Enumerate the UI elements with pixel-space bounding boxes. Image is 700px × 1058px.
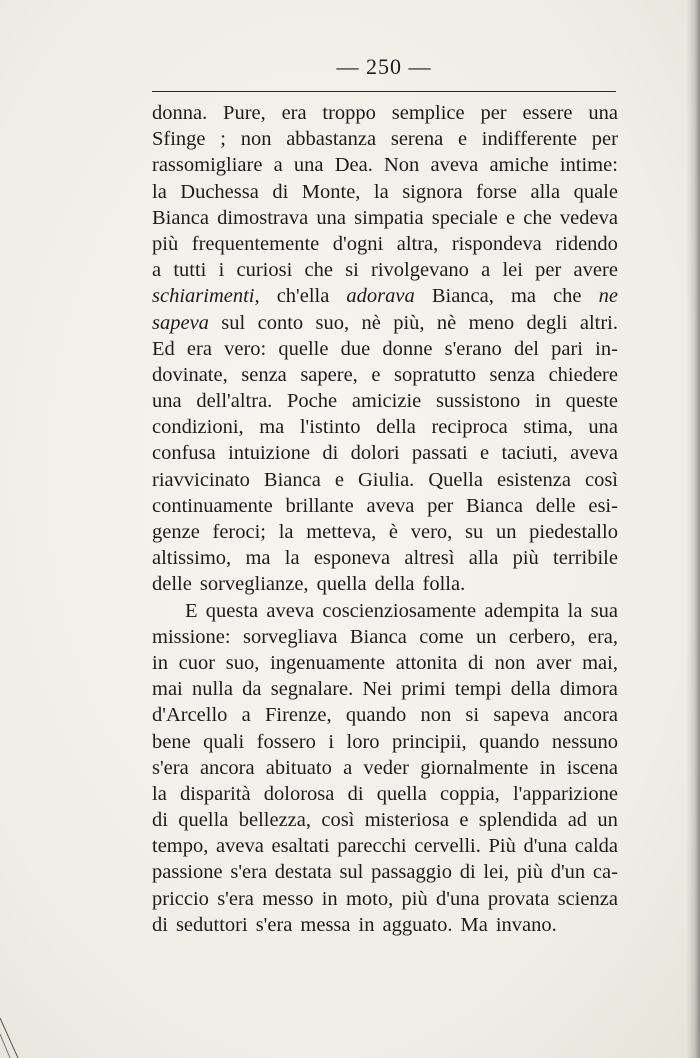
word: la <box>152 782 167 805</box>
word: d'ogni <box>332 232 384 255</box>
word: Nei <box>362 678 393 701</box>
word: conto <box>257 311 304 334</box>
text-line <box>152 257 618 283</box>
word: Ma <box>460 913 488 936</box>
word: in <box>321 887 338 910</box>
word: s'era <box>230 861 268 884</box>
word: sopratutto <box>393 363 476 386</box>
word: sorveglianze, <box>199 573 309 596</box>
word: rispondeva <box>451 232 542 255</box>
word: suo, <box>225 651 260 674</box>
word: E <box>185 599 198 622</box>
word: ingenuamente <box>270 651 386 674</box>
word: come <box>419 625 464 648</box>
word: primi <box>401 678 446 701</box>
word: seduttori <box>175 913 248 936</box>
word: attonita <box>395 651 458 674</box>
word: una <box>588 416 618 439</box>
word: sua <box>590 599 618 622</box>
word: vero, <box>410 521 453 543</box>
word: condizioni, <box>152 416 244 439</box>
word: alla <box>530 180 561 203</box>
text-line <box>152 676 618 702</box>
word: messo <box>262 887 314 910</box>
text-line <box>152 467 618 493</box>
word: frequentemente <box>191 232 320 255</box>
word: feroci; <box>212 521 266 543</box>
word: provata <box>487 887 550 910</box>
text-line <box>152 859 618 885</box>
text-line <box>152 545 618 571</box>
word: questa <box>205 599 259 622</box>
word: genze <box>152 521 200 543</box>
word: Duchessa <box>180 180 259 203</box>
word: Più <box>488 835 516 858</box>
word: nè <box>436 311 457 334</box>
word: si <box>465 704 480 727</box>
text-line <box>152 310 618 336</box>
text-line <box>152 440 618 466</box>
word: da <box>242 678 262 701</box>
word: a <box>481 259 491 282</box>
word: più <box>512 547 539 570</box>
word: era <box>281 102 307 124</box>
word: una <box>293 154 324 177</box>
word: Bianca <box>349 625 407 648</box>
text-line <box>152 781 618 807</box>
word: ad <box>567 809 588 832</box>
word: della <box>376 416 416 439</box>
word: segnalare. <box>270 678 354 701</box>
word: non <box>420 704 452 727</box>
text-line <box>152 126 618 152</box>
word: una <box>152 390 182 413</box>
word: sul <box>221 311 246 334</box>
word: esaltati <box>271 835 330 858</box>
word: s'erano <box>444 337 502 360</box>
word: coppia, <box>439 782 500 805</box>
text-line <box>152 179 618 205</box>
word: Monte, <box>301 180 361 203</box>
word: Bianca, <box>431 285 494 308</box>
word: ancora <box>199 756 255 779</box>
word: cerbero, <box>508 625 576 648</box>
word: invano. <box>495 913 557 936</box>
word: la <box>284 547 300 570</box>
word: troppo <box>322 102 376 124</box>
text-line <box>152 283 618 309</box>
word: esistenza <box>496 468 571 491</box>
word: d'un <box>550 861 586 884</box>
word: meno <box>468 311 515 334</box>
word: l'apparizione <box>512 782 618 805</box>
word: scienza <box>557 887 618 910</box>
word: metteva, <box>306 521 377 543</box>
word: alla <box>468 547 499 570</box>
word: l'istinto <box>299 416 361 439</box>
text-line <box>152 624 618 650</box>
word: abituato <box>265 756 332 779</box>
word: più <box>152 232 179 255</box>
word: speciale <box>431 206 498 229</box>
word: moto, <box>345 887 394 910</box>
word: in <box>152 651 168 674</box>
word: donna. <box>152 102 208 124</box>
word: dimostrava <box>217 206 309 229</box>
word: Sfinge <box>152 128 206 151</box>
word: che <box>304 259 333 282</box>
word: lei, <box>483 861 510 884</box>
text-line <box>152 362 618 388</box>
word: fossero <box>256 730 316 753</box>
word: giornalmente <box>420 756 529 779</box>
word: signora <box>402 180 463 203</box>
word: più <box>516 861 543 884</box>
word: iscena <box>566 756 618 779</box>
text-line <box>152 100 618 126</box>
word: passione <box>152 861 223 884</box>
word: tutti <box>173 259 207 282</box>
text-line <box>152 729 618 755</box>
word: misteriosa <box>364 809 449 832</box>
word: quale <box>573 180 618 203</box>
word: chiedere <box>548 363 618 386</box>
word: di <box>152 809 168 832</box>
word: cervelli. <box>414 835 481 858</box>
word: missione: <box>152 625 231 648</box>
word: aveva <box>570 442 618 465</box>
word: mai, <box>582 651 618 674</box>
word: quella <box>316 573 367 596</box>
word: di <box>152 913 168 936</box>
word: amiche <box>489 154 549 177</box>
word: avere <box>573 259 618 282</box>
word: altri. <box>579 311 618 334</box>
word: messa <box>300 913 351 936</box>
word: folla. <box>422 573 466 596</box>
word: Ed <box>152 337 175 360</box>
word: un <box>495 521 517 543</box>
word: quali <box>203 730 245 753</box>
word: confusa <box>152 442 216 465</box>
word: Pure, <box>223 102 266 124</box>
word: altresì <box>404 547 455 570</box>
text-line <box>152 650 618 676</box>
word: parecchi <box>337 835 407 858</box>
word: la <box>278 521 294 543</box>
word: rassomigliare <box>152 154 263 177</box>
word: disparità <box>179 782 251 805</box>
word: e <box>480 442 490 465</box>
word: in- <box>595 337 618 360</box>
word: sapere, <box>300 363 358 386</box>
word: curiosi <box>236 259 293 282</box>
text-line <box>152 886 618 912</box>
word: senza <box>489 363 536 386</box>
word: un <box>597 809 618 832</box>
word: vero: <box>224 337 267 360</box>
word: più, <box>393 311 425 334</box>
word: e <box>505 206 516 229</box>
text-line <box>152 493 618 519</box>
word: a <box>343 756 353 779</box>
text-line <box>152 205 618 231</box>
word: serena <box>390 128 444 151</box>
word: degli <box>526 311 568 334</box>
word: i <box>218 259 225 282</box>
word: schiarimenti, <box>152 285 260 308</box>
word: un <box>475 625 497 648</box>
word: era <box>186 337 212 360</box>
text-line <box>152 152 618 178</box>
word: dolori <box>350 442 400 465</box>
word: una <box>316 206 346 229</box>
word: altissimo, <box>152 547 232 570</box>
word: a <box>241 704 251 727</box>
word: per <box>427 494 454 517</box>
word: intuizione <box>228 442 311 465</box>
word: s'era <box>217 887 254 910</box>
word: del <box>513 337 539 360</box>
word: dimora <box>559 678 618 701</box>
word: aveva <box>216 835 264 858</box>
word: la <box>152 180 167 203</box>
word: per <box>480 102 507 124</box>
word: amicizie <box>351 390 422 413</box>
word: così <box>321 809 355 832</box>
word: adempita <box>484 599 560 622</box>
word: quando <box>479 730 540 753</box>
word: essere <box>522 102 573 124</box>
word: e <box>334 468 344 491</box>
word: abbastanza <box>286 128 377 151</box>
word: esi- <box>588 494 618 517</box>
header-rule <box>152 91 616 92</box>
word: splendida <box>478 809 558 832</box>
word: di <box>467 651 484 674</box>
word: principii, <box>392 730 467 753</box>
text-line <box>152 598 618 624</box>
word: pari <box>551 337 583 360</box>
word: di <box>347 782 364 805</box>
word: sussistono <box>435 390 521 413</box>
word: forse <box>476 180 518 203</box>
word: queste <box>565 390 618 413</box>
word: i <box>328 730 335 753</box>
word: semplice <box>391 102 465 124</box>
word: s'era <box>255 913 293 936</box>
word: così <box>584 468 618 491</box>
word: loro <box>346 730 380 753</box>
word: altra, <box>396 232 439 255</box>
page-edge-shadow <box>686 0 700 1058</box>
word: sapeva <box>152 311 209 334</box>
word: Dea. <box>334 154 373 177</box>
word: lei <box>502 259 523 282</box>
word: d'una <box>523 835 568 858</box>
word: della <box>374 573 415 596</box>
page-number: — 250 — <box>336 54 432 79</box>
word: brillante <box>285 494 354 517</box>
word: adorava <box>346 285 415 308</box>
word: e <box>371 363 381 386</box>
word: di <box>272 180 289 203</box>
word: Bianca <box>152 206 209 229</box>
word: Firenze, <box>265 704 332 727</box>
word: cuor <box>178 651 216 674</box>
word: intime: <box>559 154 618 177</box>
corner-crease <box>0 998 40 1058</box>
word: piedestallo <box>529 521 618 543</box>
word: ne <box>598 285 618 308</box>
word: sul <box>339 861 364 884</box>
word: si <box>345 259 359 282</box>
word: sorvegliava <box>242 625 338 648</box>
word: indifferente <box>481 128 578 151</box>
word: senza <box>241 363 287 386</box>
word: ma <box>245 547 271 570</box>
word: ma <box>259 416 285 439</box>
text-line <box>152 912 618 938</box>
word: dolorosa <box>263 782 335 805</box>
word: calda <box>574 835 618 858</box>
word: agguato. <box>382 913 453 936</box>
word: la <box>567 599 583 622</box>
word: per <box>535 259 562 282</box>
word: non <box>240 128 272 151</box>
word: terribile <box>553 547 618 570</box>
word: d'una <box>436 887 480 910</box>
word: vedeva <box>559 206 618 229</box>
word: e <box>459 809 469 832</box>
word: mai <box>152 678 183 701</box>
word: la <box>373 180 389 203</box>
text-line <box>152 702 618 728</box>
word: Non <box>384 154 420 177</box>
word: più <box>401 887 428 910</box>
word: reciproca <box>431 416 508 439</box>
word: priccio <box>152 887 209 910</box>
word: quella <box>376 782 427 805</box>
word: tempo, <box>152 835 209 858</box>
word: quella <box>178 809 229 832</box>
text-line <box>152 755 618 781</box>
word: ancora <box>563 704 618 727</box>
word: tempi <box>454 678 502 701</box>
word: continuamente <box>152 494 273 517</box>
word: destata <box>274 861 332 884</box>
text-line <box>152 519 618 545</box>
word: rivolgevano <box>371 259 469 282</box>
word: aver <box>536 651 572 674</box>
word: esponeva <box>313 547 391 570</box>
word: s'era <box>152 756 189 779</box>
word: non <box>494 651 526 674</box>
word: d'Arcello <box>152 704 228 727</box>
text-line <box>152 231 618 257</box>
word: passaggio <box>371 861 452 884</box>
word: stima, <box>523 416 573 439</box>
word: riavvicinato <box>152 468 250 491</box>
word: Bianca <box>466 494 523 517</box>
word: aveva <box>366 494 415 517</box>
word: ridendo <box>555 232 618 255</box>
word: quando <box>345 704 407 727</box>
word: aveva <box>430 154 479 177</box>
word: taciuti, <box>501 442 558 465</box>
word: passati <box>411 442 468 465</box>
word: a <box>273 154 283 177</box>
word: Quella <box>428 468 483 491</box>
word: dovinate, <box>152 363 228 386</box>
word: Poche <box>287 390 338 413</box>
word: bene <box>152 730 191 753</box>
word: e <box>457 128 468 151</box>
word: Bianca <box>263 468 321 491</box>
text-line <box>152 833 618 859</box>
word: sapeva <box>493 704 550 727</box>
word: ch'ella <box>276 285 330 308</box>
text-line <box>152 571 618 597</box>
word: in <box>534 390 551 413</box>
word: Giulia. <box>357 468 415 491</box>
word: coscienziosamente <box>322 599 477 622</box>
word: bellezza, <box>238 809 311 832</box>
word: nessuno <box>551 730 618 753</box>
word: della <box>510 678 551 701</box>
word: ; <box>220 128 226 151</box>
text-line <box>152 388 618 414</box>
word: di <box>459 861 476 884</box>
word: nè <box>361 311 381 334</box>
word: su <box>465 521 484 543</box>
word: è <box>388 521 399 543</box>
word: ca- <box>592 861 618 884</box>
word: una <box>588 102 618 124</box>
body-text <box>152 100 618 938</box>
word: quelle <box>278 337 329 360</box>
word: aveva <box>266 599 315 622</box>
word: in <box>539 756 556 779</box>
word: in <box>358 913 375 936</box>
word: che <box>553 285 582 308</box>
word: donne <box>382 337 433 360</box>
word: delle <box>152 573 192 596</box>
word: suo, <box>315 311 350 334</box>
word: di <box>322 442 339 465</box>
word: veder <box>363 756 409 779</box>
word: simpatia <box>354 206 424 229</box>
word: nulla <box>191 678 233 701</box>
word: ma <box>510 285 536 308</box>
word: che <box>523 206 552 229</box>
text-line <box>152 414 618 440</box>
word: delle <box>535 494 576 517</box>
word: due <box>340 337 371 360</box>
text-line <box>152 807 618 833</box>
text-line <box>152 336 618 362</box>
word: per <box>591 128 618 151</box>
word: a <box>152 259 162 282</box>
word: dell'altra. <box>196 390 273 413</box>
word: era, <box>587 625 618 648</box>
